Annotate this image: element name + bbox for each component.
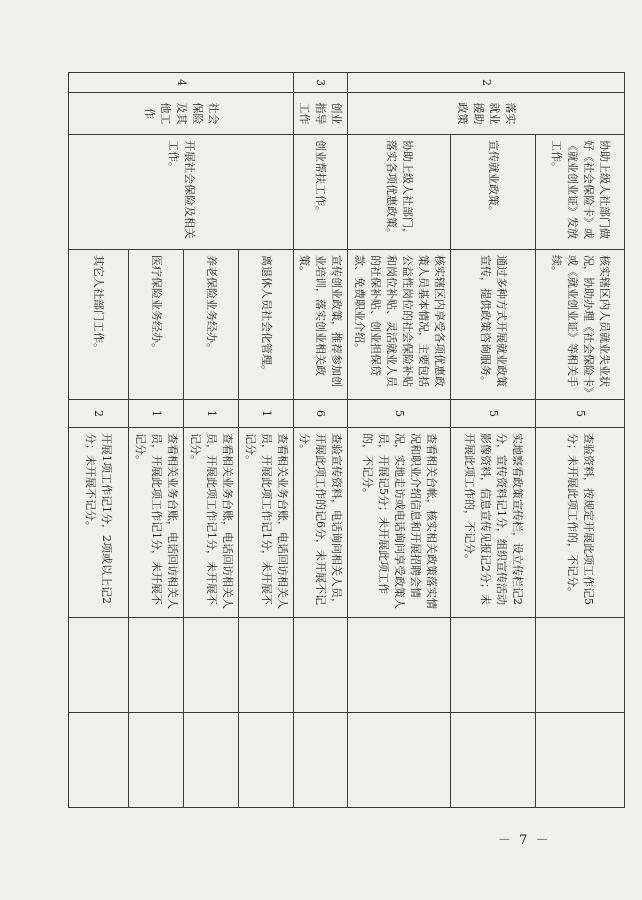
content-cell: 医疗保险业务经办。: [128, 250, 183, 400]
score-cell: 1: [238, 400, 293, 428]
category-cell: 落实就业援助政策: [348, 93, 625, 135]
blank-cell: [348, 713, 451, 808]
content-cell: 宣传创业政策，推荐参加创业培训，落实创业相关政策。: [293, 250, 348, 400]
item-cell: 创业帮扶工作。: [293, 135, 348, 250]
table-row: [293, 73, 348, 808]
content-cell: 离退休人员社会化管理。: [238, 250, 293, 400]
blank-cell: [128, 618, 183, 713]
table-row: [348, 73, 451, 808]
method-cell: 查看相关业务台账，电话回访相关人员，开展此项工作记1分，未开展不记分。: [238, 428, 293, 618]
blank-cell: [451, 618, 536, 713]
method-cell: 开展1项工作记1分，2项或以上记2分；未开展不记分。: [68, 428, 128, 618]
item-cell: 协助上级人社部门，落实各项优惠政策。: [348, 135, 451, 250]
item-cell: 协助上级人社部门做好《社会保险卡》或《就业创业证》发放工作。: [536, 135, 625, 250]
blank-cell: [293, 713, 348, 808]
content-cell: 核实辖区内人员就业失业状况，协助办理《社会保险卡》或《就业创业证》等相关手续。: [536, 250, 625, 400]
category-cell: 社会保险及其他工作: [68, 93, 293, 135]
score-cell: 2: [68, 400, 128, 428]
blank-cell: [293, 618, 348, 713]
blank-cell: [128, 713, 183, 808]
blank-cell: [348, 618, 451, 713]
table-row: [536, 73, 625, 808]
table-row: [238, 73, 293, 808]
score-cell: 1: [183, 400, 238, 428]
row-number: 4: [68, 73, 293, 93]
blank-cell: [536, 618, 625, 713]
method-cell: 查看相关台帐，核实相关政策落实情况和职业介绍信息和开展招聘会情况，实地走访或电话询问享受政策人员，开展记5分；未开展此项工作的，不记分。: [348, 428, 451, 618]
method-cell: 查看相关业务台账，电话回访相关人员，开展此项工作记1分，未开展不记分。: [128, 428, 183, 618]
method-cell: 查验宣传资料，电话询问相关人员，开展此项工作的记6分，未开展不记分。: [293, 428, 348, 618]
score-cell: 1: [128, 400, 183, 428]
method-cell: 查验资料，按规定开展此项工作记5分；未开展此项工作的，不记分。: [536, 428, 625, 618]
content-cell: 养老保险业务经办。: [183, 250, 238, 400]
score-cell: 5: [348, 400, 451, 428]
assessment-table: [68, 72, 625, 808]
row-number: 2: [348, 73, 625, 93]
method-cell: 查看相关业务台账，电话回访相关人员，开展此项工作记1分，未开展不记分。: [183, 428, 238, 618]
rotated-table-container: [84, 72, 625, 807]
blank-cell: [183, 713, 238, 808]
page-number: － 7 －: [498, 833, 551, 848]
score-cell: 5: [536, 400, 625, 428]
item-cell: 宣传就业政策。: [451, 135, 536, 250]
category-cell: 创业指导工作: [293, 93, 348, 135]
blank-cell: [238, 618, 293, 713]
content-cell: 其它人社部门工作。: [68, 250, 128, 400]
score-cell: 6: [293, 400, 348, 428]
blank-cell: [536, 713, 625, 808]
score-cell: 5: [451, 400, 536, 428]
blank-cell: [68, 618, 128, 713]
blank-cell: [68, 713, 128, 808]
row-number: 3: [293, 73, 348, 93]
blank-cell: [183, 618, 238, 713]
item-cell: 开展社会保险及相关工作。: [68, 135, 293, 250]
method-cell: 实地察看政策宣传栏，设立传栏记2分，宣传资料记1分，组织宣传活动影像资料，信息宣传见报记2分；未开展此项工作的，不记分。: [451, 428, 536, 618]
blank-cell: [238, 713, 293, 808]
content-cell: 核实辖区内享受各项优惠政策人员基本情况，主要包括公益性岗位的社会保险补贴和岗位补贴、灵活就业人员的社保补贴、创业担保贷款、免费职业介绍。: [348, 250, 451, 400]
content-cell: 通过多种方式开展就业政策宣传，提供政策咨询服务。: [451, 250, 536, 400]
table-row: [451, 73, 536, 808]
blank-cell: [451, 713, 536, 808]
